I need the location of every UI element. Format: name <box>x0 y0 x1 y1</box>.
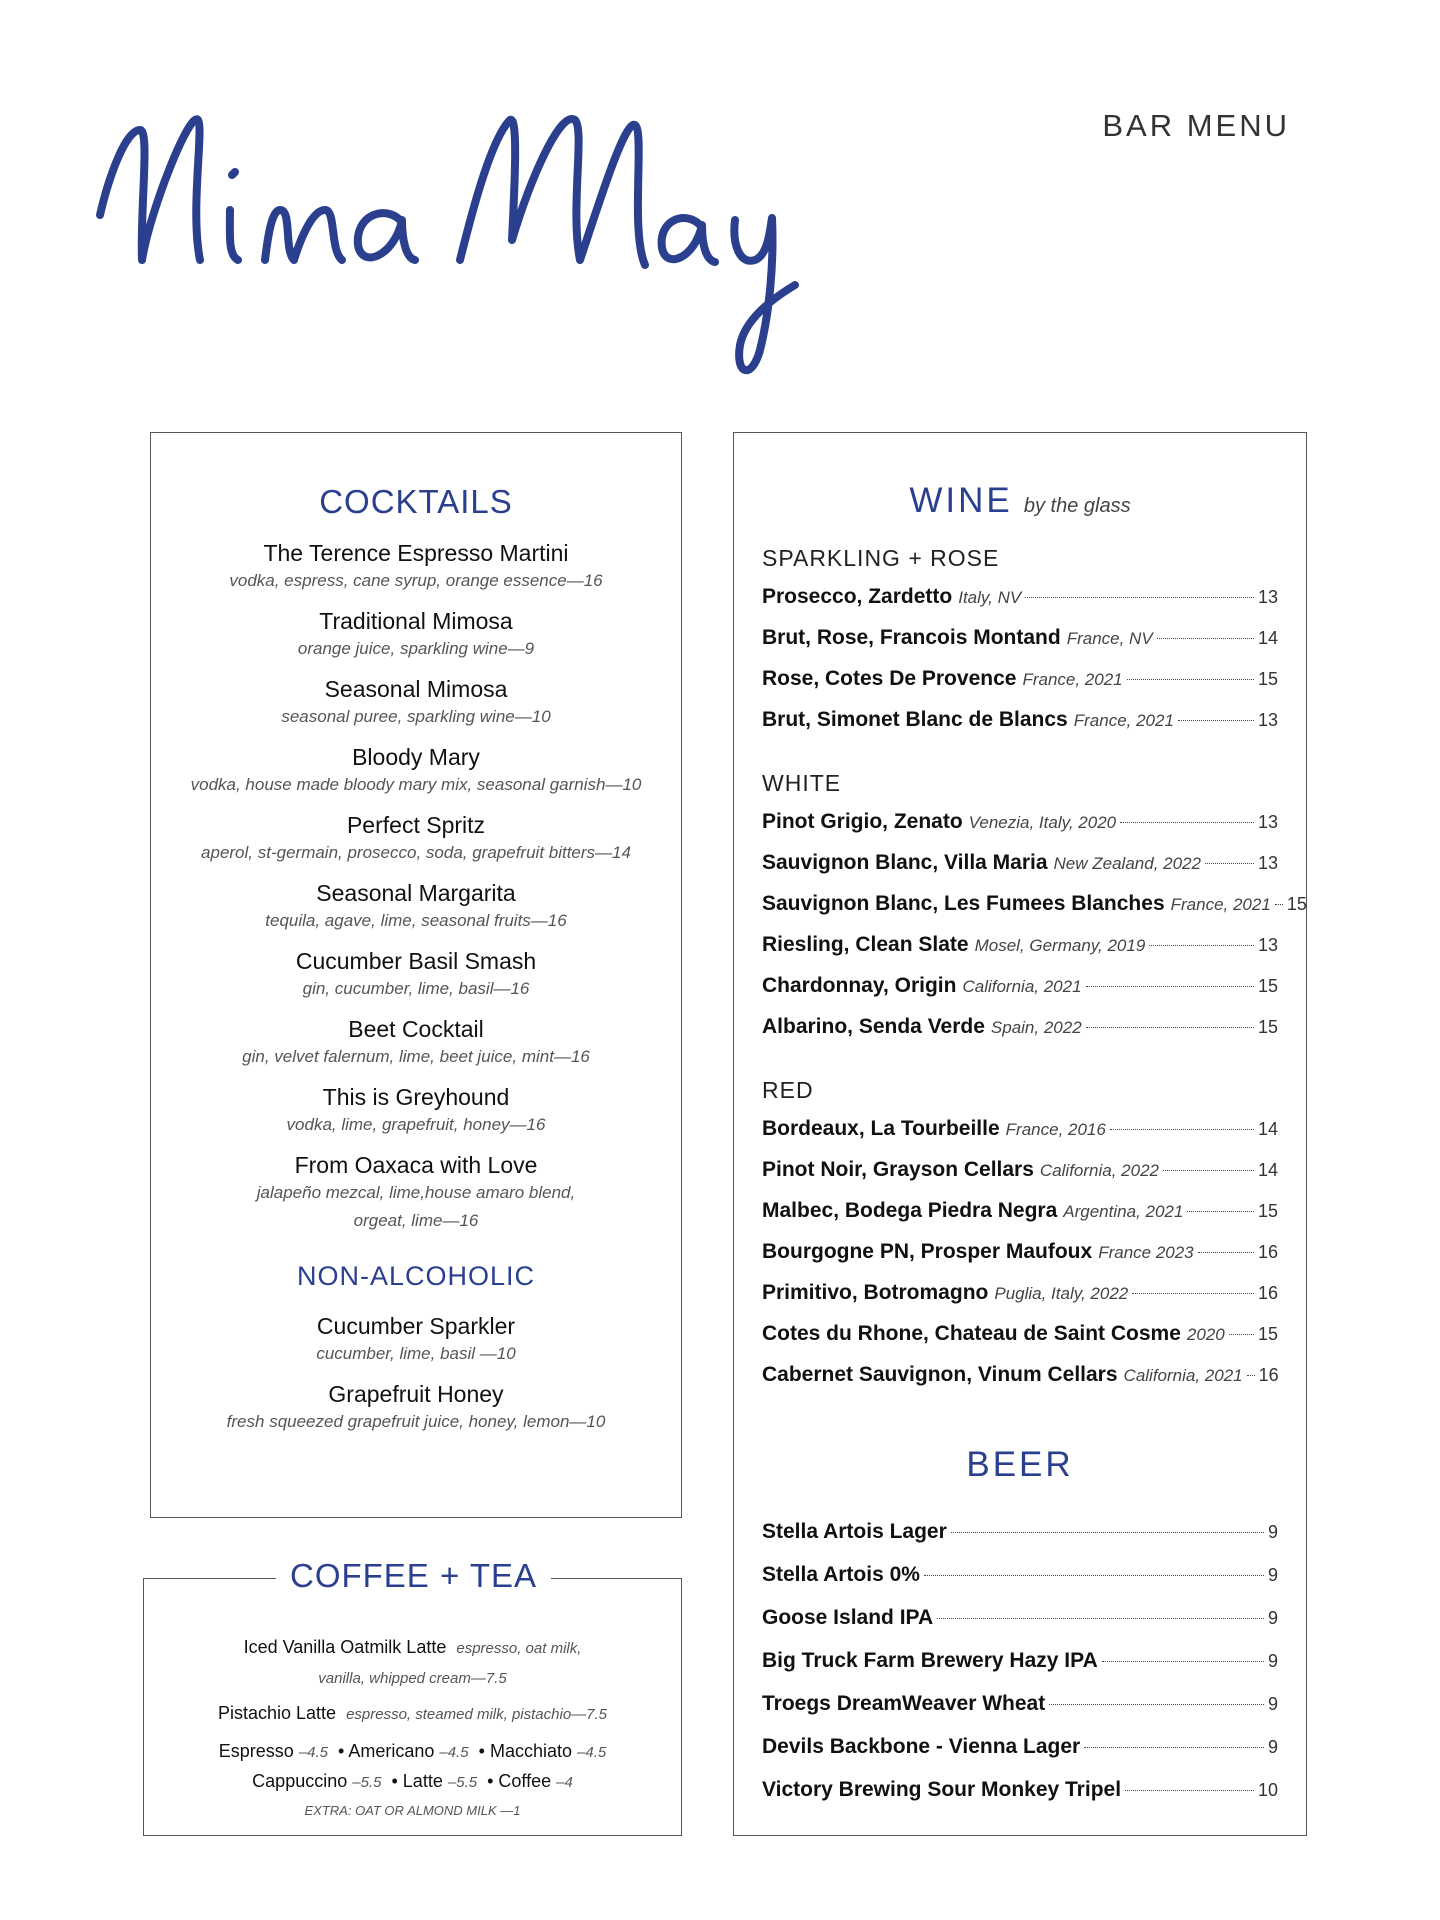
beer-price: 9 <box>1267 1522 1278 1542</box>
wine-name: Cabernet Sauvignon, Vinum Cellars <box>762 1363 1118 1386</box>
dot-leader <box>951 1532 1264 1533</box>
wine-row <box>762 1158 1278 1188</box>
dot-leader <box>1275 904 1283 905</box>
wine-origin: New Zealand, 2022 <box>1053 854 1201 873</box>
cocktails-panel <box>150 432 682 1518</box>
wine-name: Chardonnay, Origin <box>762 974 957 997</box>
list-item <box>151 743 681 799</box>
cocktail-desc: vodka, espress, cane syrup, orange essence—16 <box>229 571 603 590</box>
wine-origin: Venezia, Italy, 2020 <box>968 813 1117 832</box>
cocktail-name: The Terence Espresso Martini <box>263 540 569 566</box>
list-item <box>151 879 681 935</box>
beer-name: Stella Artois 0% <box>762 1563 920 1586</box>
wine-row <box>762 1363 1278 1393</box>
wine-row <box>762 1199 1278 1229</box>
dot-leader <box>1205 863 1254 864</box>
dot-leader <box>1049 1704 1264 1705</box>
bullet: • <box>391 1771 398 1791</box>
wine-row <box>762 1322 1278 1352</box>
wine-row <box>762 626 1278 656</box>
bullet: • <box>478 1741 485 1761</box>
wine-row <box>762 974 1278 1004</box>
wine-origin: Argentina, 2021 <box>1063 1202 1184 1221</box>
beer-price: 9 <box>1267 1608 1278 1628</box>
sparkling-heading: SPARKLING + ROSE <box>762 545 1000 571</box>
non-alcoholic-title: NON-ALCOHOLIC <box>296 1261 536 1291</box>
dot-leader <box>1086 1027 1254 1028</box>
cocktail-name: Beet Cocktail <box>348 1016 484 1042</box>
wine-name: Sauvignon Blanc, Les Fumees Blanches <box>762 892 1165 915</box>
wine-row <box>762 810 1278 840</box>
list-item <box>151 1015 681 1071</box>
cocktail-desc: gin, velvet falernum, lime, beet juice, mint—16 <box>242 1047 590 1066</box>
dot-leader <box>1149 945 1254 946</box>
wine-origin: Puglia, Italy, 2022 <box>994 1284 1129 1303</box>
bullet: • <box>338 1741 345 1761</box>
dot-leader <box>1187 1211 1254 1212</box>
list-item <box>151 675 681 731</box>
beer-name: Victory Brewing Sour Monkey Tripel <box>762 1778 1122 1801</box>
wine-origin: France, 2021 <box>1073 711 1174 730</box>
coffee-item <box>144 1633 681 1663</box>
dot-leader <box>1110 1129 1254 1130</box>
wine-price: 15 <box>1257 1201 1278 1221</box>
wine-name: Sauvignon Blanc, Villa Maria <box>762 851 1048 874</box>
wine-origin: France, NV <box>1066 629 1153 648</box>
wine-origin: France, 2016 <box>1005 1120 1106 1139</box>
cocktail-name: Cucumber Basil Smash <box>295 948 537 974</box>
wine-origin: California, 2021 <box>962 977 1082 996</box>
beer-row <box>762 1649 1278 1679</box>
wine-price: 14 <box>1257 1160 1278 1180</box>
coffee-item-price: –5.5 <box>352 1774 382 1791</box>
dot-leader <box>937 1618 1264 1619</box>
wine-name: Riesling, Clean Slate <box>762 933 969 956</box>
beer-price: 9 <box>1267 1651 1278 1671</box>
coffee-item-price: –4.5 <box>439 1744 469 1761</box>
wine-row <box>762 1281 1278 1311</box>
cocktail-desc: tequila, agave, lime, seasonal fruits—16 <box>265 911 567 930</box>
beer-name: Big Truck Farm Brewery Hazy IPA <box>762 1649 1098 1672</box>
wine-name: Bordeaux, La Tourbeille <box>762 1117 1000 1140</box>
wine-name: Pinot Grigio, Zenato <box>762 810 963 833</box>
coffee-item-price: –5.5 <box>447 1774 478 1791</box>
wine-row <box>762 1240 1278 1270</box>
cocktails-title: COCKTAILS <box>319 483 513 520</box>
wine-price: 15 <box>1257 1017 1278 1037</box>
coffee-item-continued <box>144 1663 681 1693</box>
wine-row <box>762 933 1278 963</box>
wine-name: Prosecco, Zardetto <box>762 585 953 608</box>
mocktail-name: Cucumber Sparkler <box>316 1313 516 1339</box>
dot-leader <box>1086 986 1254 987</box>
wine-name: Bourgogne PN, Prosper Maufoux <box>762 1240 1093 1263</box>
wine-origin: California, 2022 <box>1039 1161 1159 1180</box>
coffee-item-name: Coffee <box>498 1771 552 1791</box>
beer-name: Troegs DreamWeaver Wheat <box>762 1692 1046 1715</box>
bar-menu-label: BAR MENU <box>1102 108 1290 143</box>
beer-price: 9 <box>1267 1737 1278 1757</box>
cocktail-name: Traditional Mimosa <box>319 608 513 634</box>
wine-row <box>762 851 1278 881</box>
coffee-item-name: Cappuccino <box>252 1771 348 1791</box>
cocktail-desc: vodka, house made bloody mary mix, seasonal garnish—10 <box>190 775 642 794</box>
beer-row <box>762 1735 1278 1765</box>
cocktail-desc-continued: orgeat, lime—16 <box>353 1211 479 1230</box>
coffee-item-name: Iced Vanilla Oatmilk Latte <box>243 1637 447 1657</box>
wine-name: Primitivo, Botromagno <box>762 1281 989 1304</box>
cocktail-name: Perfect Spritz <box>346 812 486 838</box>
dot-leader <box>1198 1252 1254 1253</box>
wine-price: 13 <box>1257 710 1278 730</box>
coffee-tea-title: COFFEE + TEA <box>276 1557 551 1595</box>
wine-row <box>762 585 1278 615</box>
wine-row <box>762 1117 1278 1147</box>
dot-leader <box>924 1575 1264 1576</box>
beer-title: BEER <box>966 1445 1074 1484</box>
coffee-item-name: Espresso <box>218 1741 294 1761</box>
coffee-item-name: Macchiato <box>489 1741 573 1761</box>
cocktail-desc: jalapeño mezcal, lime,house amaro blend, <box>256 1183 576 1202</box>
brand-script-logo <box>80 60 800 390</box>
cocktail-desc: vodka, lime, grapefruit, honey—16 <box>286 1115 546 1134</box>
dot-leader <box>1247 1375 1255 1376</box>
wine-origin: France, 2021 <box>1170 895 1271 914</box>
wine-price: 13 <box>1257 853 1278 873</box>
mocktail-desc: fresh squeezed grapefruit juice, honey, lemon—10 <box>226 1412 606 1431</box>
beer-price: 9 <box>1267 1565 1278 1585</box>
dot-leader <box>1132 1293 1254 1294</box>
beer-price: 9 <box>1267 1694 1278 1714</box>
list-item <box>151 947 681 1003</box>
wine-price: 15 <box>1286 894 1307 914</box>
wine-price: 13 <box>1257 587 1278 607</box>
cocktail-name: Seasonal Mimosa <box>324 676 508 702</box>
coffee-row <box>144 1737 681 1767</box>
wine-price: 13 <box>1257 935 1278 955</box>
dot-leader <box>1125 1790 1254 1791</box>
extra-note: EXTRA: OAT OR ALMOND MILK —1 <box>304 1803 521 1818</box>
wine-origin: Italy, NV <box>958 588 1022 607</box>
wine-header <box>734 481 1306 521</box>
wine-row <box>762 1015 1278 1045</box>
wine-price: 15 <box>1257 976 1278 996</box>
wine-price: 16 <box>1258 1365 1279 1385</box>
wine-price: 13 <box>1257 812 1278 832</box>
wine-price: 16 <box>1257 1242 1278 1262</box>
cocktail-desc: aperol, st-germain, prosecco, soda, grapefruit bitters—14 <box>201 843 631 862</box>
coffee-tea-panel <box>143 1557 682 1836</box>
wine-title: WINE <box>909 481 1013 520</box>
wine-origin: Spain, 2022 <box>990 1018 1082 1037</box>
mocktail-name: Grapefruit Honey <box>328 1381 504 1407</box>
dot-leader <box>1102 1661 1264 1662</box>
coffee-item-price: –4.5 <box>577 1744 607 1761</box>
list-item <box>151 1312 681 1368</box>
cocktail-name: Seasonal Margarita <box>316 880 516 906</box>
dot-leader <box>1229 1334 1254 1335</box>
wine-beer-panel <box>733 432 1307 1836</box>
dot-leader <box>1120 822 1254 823</box>
wine-price: 15 <box>1257 669 1278 689</box>
wine-price: 14 <box>1257 628 1278 648</box>
beer-price: 10 <box>1257 1780 1278 1800</box>
beer-row <box>762 1520 1278 1550</box>
coffee-item-name: Americano <box>348 1741 435 1761</box>
wine-row <box>762 892 1307 922</box>
coffee-row <box>144 1767 681 1797</box>
wine-origin: Mosel, Germany, 2019 <box>974 936 1146 955</box>
dot-leader <box>1025 597 1254 598</box>
cocktail-name: This is Greyhound <box>322 1084 510 1110</box>
brand-logo <box>80 60 800 390</box>
list-item <box>151 811 681 867</box>
dot-leader <box>1178 720 1254 721</box>
list-item <box>151 1151 681 1235</box>
mocktail-desc: cucumber, lime, basil —10 <box>316 1344 516 1363</box>
dot-leader <box>1084 1747 1264 1748</box>
wine-subtitle: by the glass <box>1023 495 1131 517</box>
wine-origin: California, 2021 <box>1123 1366 1243 1385</box>
wine-name: Albarino, Senda Verde <box>762 1015 985 1038</box>
wine-name: Cotes du Rhone, Chateau de Saint Cosme <box>762 1322 1181 1345</box>
bullet: • <box>487 1771 494 1791</box>
beer-name: Stella Artois Lager <box>762 1520 947 1543</box>
wine-name: Brut, Rose, Francois Montand <box>762 626 1061 649</box>
beer-row <box>762 1692 1278 1722</box>
coffee-item-desc: vanilla, whipped cream—7.5 <box>318 1670 507 1687</box>
cocktail-name: Bloody Mary <box>352 744 480 770</box>
dot-leader <box>1163 1170 1254 1171</box>
wine-price: 15 <box>1257 1324 1278 1344</box>
wine-origin: France 2023 <box>1098 1243 1194 1262</box>
beer-name: Devils Backbone - Vienna Lager <box>762 1735 1081 1758</box>
coffee-item-price: –4.5 <box>298 1744 329 1761</box>
coffee-item <box>144 1699 681 1729</box>
list-item <box>151 607 681 663</box>
cocktail-desc: seasonal puree, sparkling wine—10 <box>281 707 551 726</box>
beer-row <box>762 1606 1278 1636</box>
wine-name: Rose, Cotes De Provence <box>762 667 1017 690</box>
coffee-item-desc: espresso, steamed milk, pistachio—7.5 <box>346 1706 608 1723</box>
beer-name: Goose Island IPA <box>762 1606 934 1629</box>
wine-row <box>762 667 1278 697</box>
list-item <box>151 539 681 595</box>
coffee-item-name: Latte <box>402 1771 443 1791</box>
cocktail-desc: gin, cucumber, lime, basil—16 <box>302 979 530 998</box>
coffee-item-name: Pistachio Latte <box>217 1703 337 1723</box>
list-item <box>151 1380 681 1436</box>
white-heading: WHITE <box>762 770 842 796</box>
red-heading: RED <box>762 1077 814 1103</box>
wine-price: 16 <box>1257 1283 1278 1303</box>
coffee-item-price: –4 <box>556 1774 573 1791</box>
wine-origin: France, 2021 <box>1022 670 1123 689</box>
wine-price: 14 <box>1257 1119 1278 1139</box>
wine-name: Brut, Simonet Blanc de Blancs <box>762 708 1068 731</box>
beer-row <box>762 1778 1278 1808</box>
wine-name: Pinot Noir, Grayson Cellars <box>762 1158 1034 1181</box>
dot-leader <box>1127 679 1254 680</box>
coffee-item-desc: espresso, oat milk, <box>456 1640 582 1657</box>
wine-origin: 2020 <box>1186 1325 1225 1344</box>
beer-row <box>762 1563 1278 1593</box>
wine-row <box>762 708 1278 738</box>
wine-name: Malbec, Bodega Piedra Negra <box>762 1199 1058 1222</box>
list-item <box>151 1083 681 1139</box>
cocktail-name: From Oaxaca with Love <box>294 1152 538 1178</box>
dot-leader <box>1157 638 1254 639</box>
cocktail-desc: orange juice, sparkling wine—9 <box>297 639 535 658</box>
